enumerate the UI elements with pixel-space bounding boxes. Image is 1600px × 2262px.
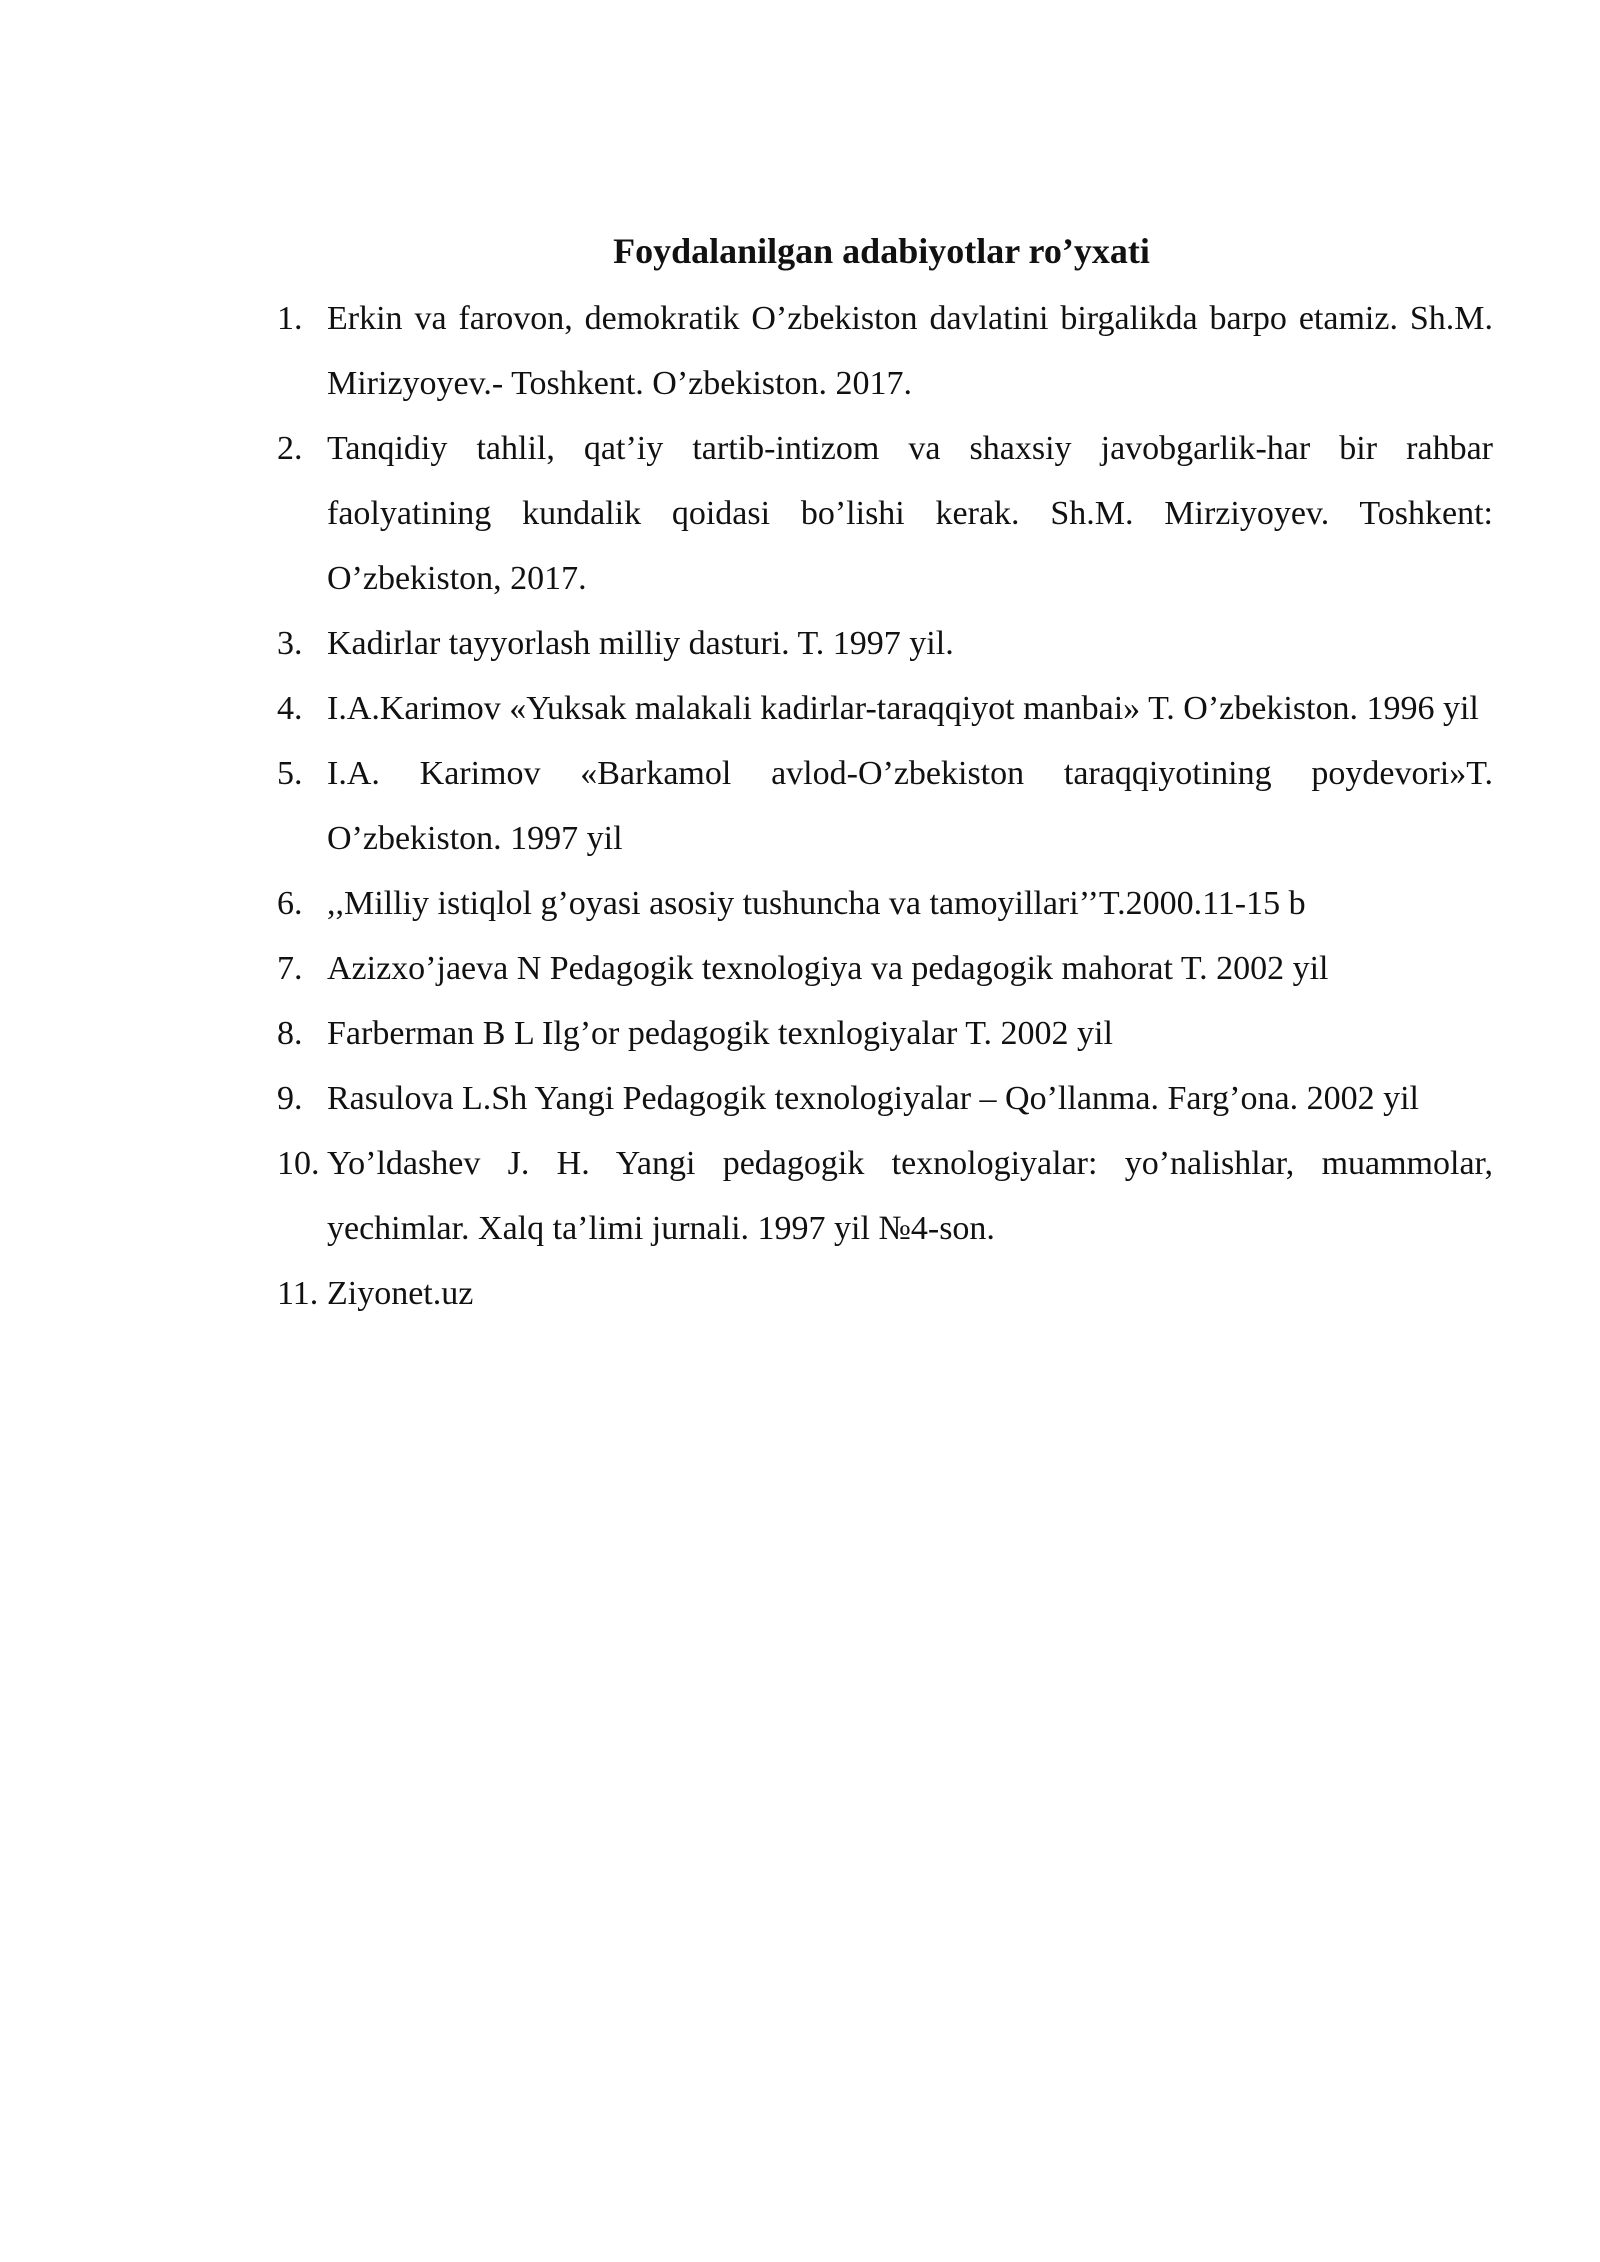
- list-item: [277, 286, 1493, 416]
- list-item-number: 7.: [277, 950, 303, 987]
- list-item: [277, 1131, 1493, 1261]
- list-item: [277, 936, 1493, 1001]
- list-item-text: I.A.Karimov «Yuksak malakali kadirlar-taraqqiyot manbai» T. O’zbekiston. 1996 yil: [327, 690, 1479, 727]
- list-item-number: 1.: [277, 300, 303, 337]
- page-title: Foydalanilgan adabiyotlar ro’yxati: [613, 231, 1150, 271]
- list-item-number: 8.: [277, 1015, 303, 1052]
- list-item: [277, 416, 1493, 611]
- list-item-text: Ziyonet.uz: [327, 1275, 474, 1312]
- list-item: [277, 871, 1493, 936]
- list-item-number: 4.: [277, 690, 303, 727]
- list-item-number: 3.: [277, 625, 303, 662]
- list-item-text: Tanqidiy tahlil, qat’iy tartib-intizom va shaxsiy javobgarlik-har bir rahbar faolyatining kundalik qoidasi bo’lishi kerak. Sh.M. Mirziyoyev. Toshkent: O’zbekiston, 2017.: [327, 430, 1493, 597]
- list-item-text: Farberman B L Ilg’or pedagogik texnlogiyalar T. 2002 yil: [327, 1015, 1113, 1052]
- list-item: [277, 1261, 1493, 1326]
- list-item-number: 5.: [277, 755, 303, 792]
- list-item: [277, 611, 1493, 676]
- list-item: [277, 676, 1493, 741]
- list-item-text: Azizxo’jaeva N Pedagogik texnologiya va pedagogik mahorat T. 2002 yil: [327, 950, 1329, 987]
- list-item-number: 2.: [277, 430, 303, 467]
- list-item-text: I.A. Karimov «Barkamol avlod-O’zbekiston taraqqiyotining poydevori»T. O’zbekiston. 1997 yil: [327, 755, 1493, 857]
- list-item-text: Kadirlar tayyorlash milliy dasturi. T. 1997 yil.: [327, 625, 954, 662]
- list-item-number: 9.: [277, 1080, 303, 1117]
- list-item-text: Yo’ldashev J. H. Yangi pedagogik texnologiyalar: yo’nalishlar, muammolar, yechimlar. Xalq ta’limi jurnali. 1997 yil №4-son.: [327, 1145, 1493, 1247]
- list-item-text: ,,Milliy istiqlol g’oyasi asosiy tushuncha va tamoyillari’’T.2000.11-15 b: [327, 885, 1306, 922]
- list-item: [277, 1066, 1493, 1131]
- list-item-number: 10.: [277, 1145, 320, 1182]
- list-item: [277, 1001, 1493, 1066]
- list-item-text: Rasulova L.Sh Yangi Pedagogik texnologiyalar – Qo’llanma. Farg’ona. 2002 yil: [327, 1080, 1419, 1117]
- list-item-text: Erkin va farovon, demokratik O’zbekiston davlatini birgalikda barpo etamiz. Sh.M. Mirizyoyev.- Toshkent. O’zbekiston. 2017.: [327, 300, 1493, 402]
- list-item-number: 11.: [277, 1275, 319, 1312]
- list-item-number: 6.: [277, 885, 303, 922]
- reference-list: [277, 286, 1493, 1326]
- list-item: [277, 741, 1493, 871]
